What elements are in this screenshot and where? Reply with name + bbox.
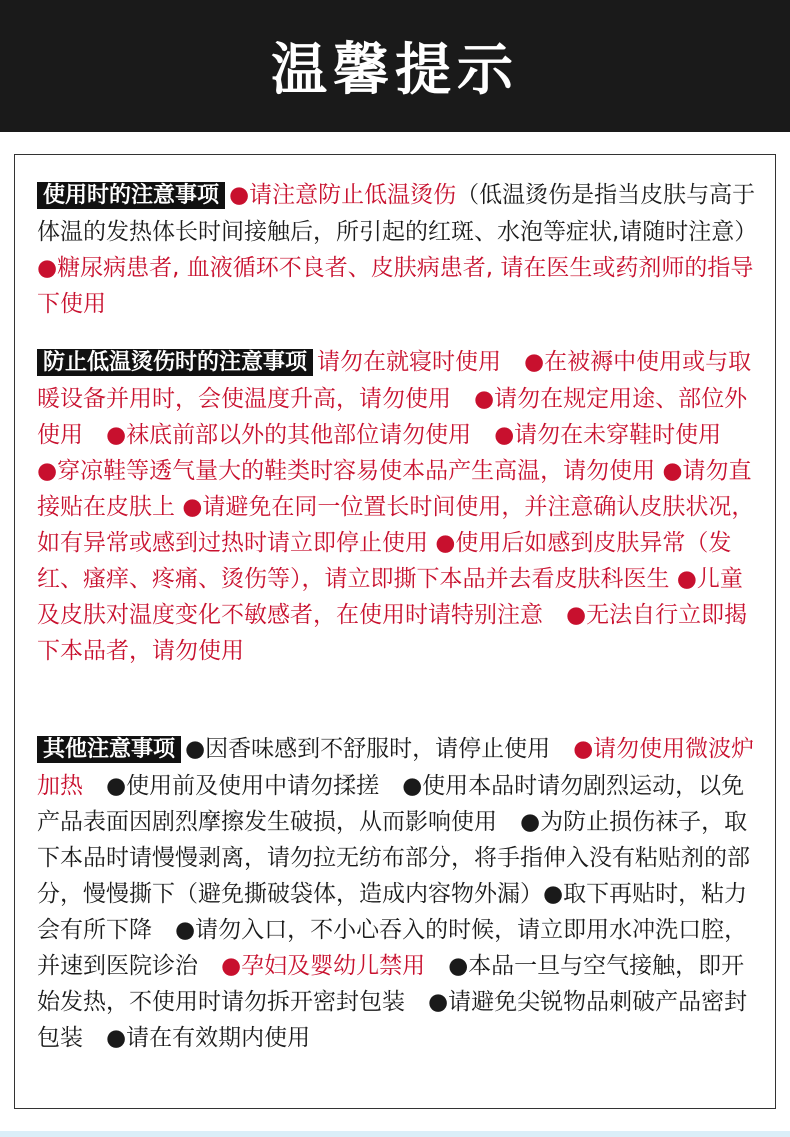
header-banner	[0, 0, 790, 132]
notice-text: ●请勿使用微波炉加热	[37, 736, 755, 799]
notice-text: （低温烫伤是指当皮肤与高于体温的发热体长时间接触后，所引起的红斑、水泡等症状,请随时注意）	[37, 182, 756, 245]
notice-text: 请勿在就寝时使用 ●在被褥中使用或与取暖设备并用时，会使温度升高，请勿使用 ●请勿在规定用途、部位外使用 ●袜底前部以外的其他部位请勿使用 ●请勿在未穿鞋时使用 ●穿凉鞋等透气量大的鞋类时容易使本品产生高温，请勿使用 ●请勿直接贴在皮肤上 ●请避免在同一位置长时间使用，并注意确认皮肤状况，如有异常或感到过热时请立即停止使用 ●使用后如感到皮肤异常（发红、瘙痒、疼痛、烫伤等），请立即撕下本品并去看皮肤科医生 ●儿童及皮肤对温度变化不敏感者，在使用时请特别注意 ●无法自行立即揭下本品者，请勿使用	[37, 349, 755, 664]
notice-text: ●孕妇及婴幼儿禁用	[198, 953, 426, 979]
section-low-temp-burn	[37, 344, 757, 669]
section-tag: 使用时的注意事项	[37, 182, 225, 209]
notice-text: ●请注意防止低温烫伤	[229, 182, 457, 208]
section-tag: 防止低温烫伤时的注意事项	[37, 349, 313, 376]
bottom-divider	[0, 1131, 790, 1137]
notice-text: ●使用前及使用中请勿揉搓 ●使用本品时请勿剧烈运动，以免产品表面因剧烈摩擦发生破损，从而影响使用 ●为防止损伤袜子，取下本品时请慢慢剥离，请勿拉无纺布部分，将手指伸入没有粘贴剂的部分，慢慢撕下（避免撕破袋体，造成内容物外漏）●取下再贴时，粘力会有所下降 ●请勿入口，不小心吞入的时候，请立即用水冲洗口腔，并速到医院诊治	[37, 773, 750, 979]
notice-text: ●本品一旦与空气接触，即开始发热，不使用时请勿拆开密封包装 ●请避免尖锐物品刺破产品密封包装 ●请在有效期内使用	[37, 953, 748, 1051]
page-title: 温馨提示	[271, 37, 519, 103]
section-other-notes	[37, 731, 757, 1056]
notice-box	[14, 154, 776, 1109]
notice-text: ●因香味感到不舒服时，请停止使用	[185, 736, 551, 762]
section-tag: 其他注意事项	[37, 736, 181, 763]
section-usage-notes	[37, 177, 769, 322]
notice-text: ●糖尿病患者, 血液循环不良者、皮肤病患者, 请在医生或药剂师的指导下使用	[37, 219, 769, 317]
